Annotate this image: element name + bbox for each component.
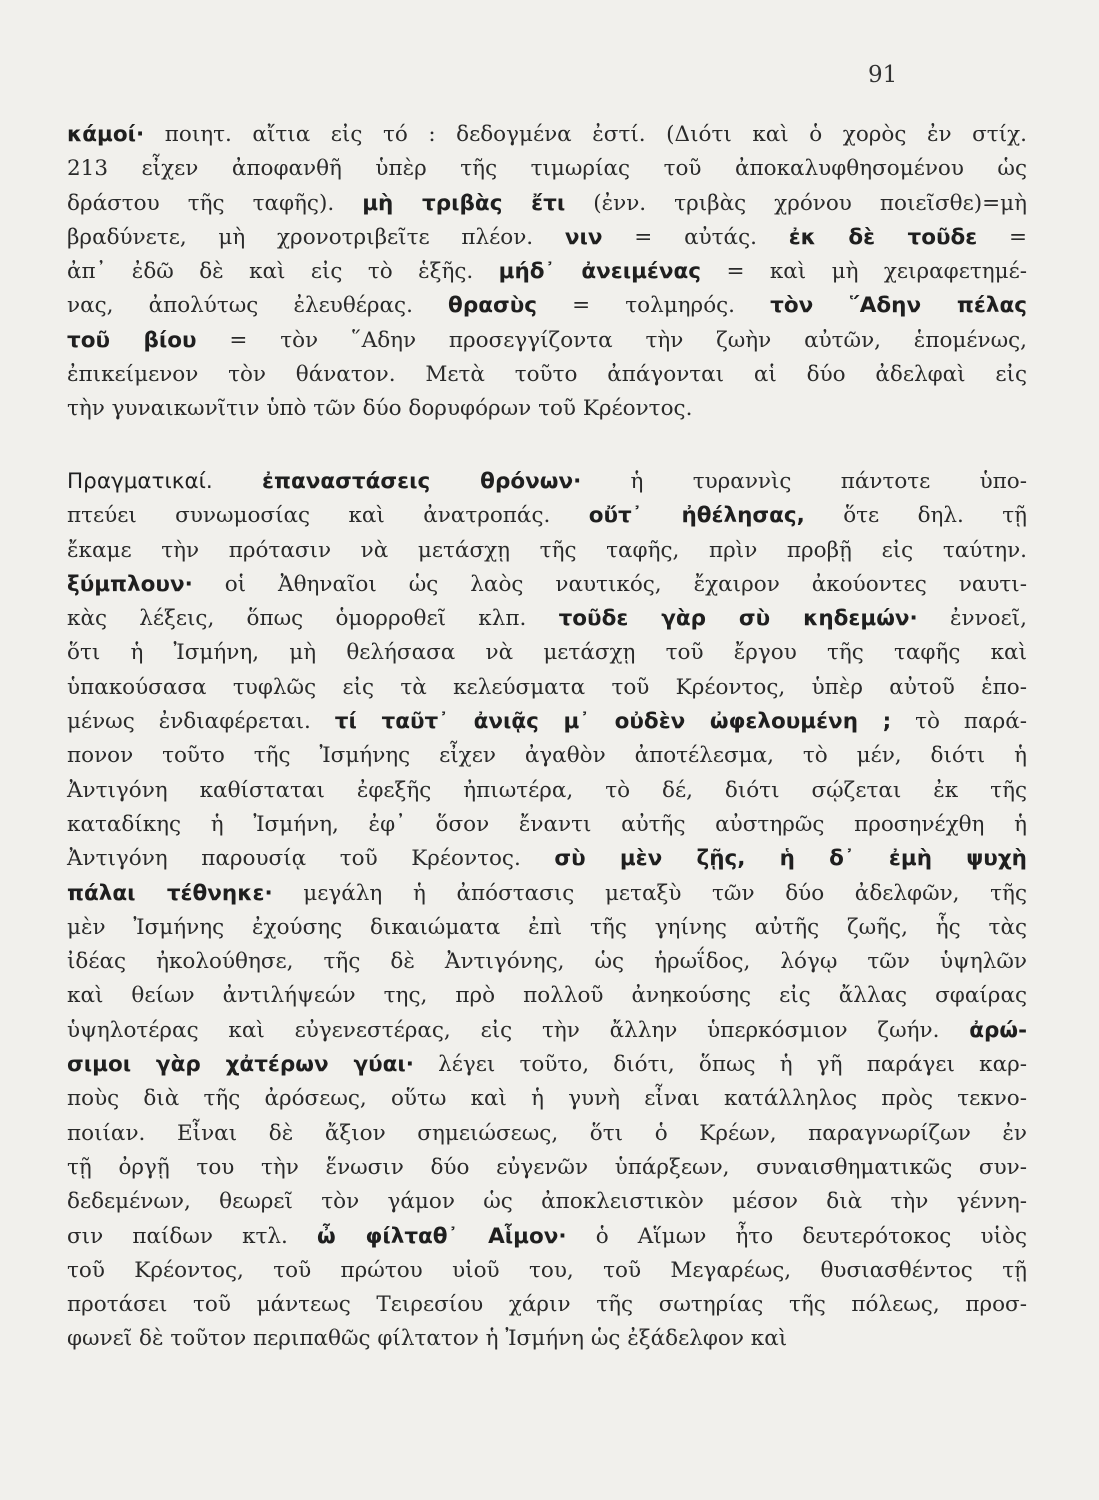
commentary-paragraph-2 bbox=[67, 465, 1027, 1357]
text-line bbox=[67, 152, 1027, 186]
line-text: σιν παίδων κτλ. bbox=[67, 1223, 318, 1249]
text-line bbox=[67, 392, 1027, 426]
line-text: φωνεῖ δὲ τοῦτον περιπαθῶς φίλτατον ἡ Ἰσμήνη ὡς ἐξάδελφον καὶ bbox=[67, 1326, 788, 1352]
text-line bbox=[67, 1185, 1027, 1219]
text-line bbox=[67, 568, 1027, 602]
lemma-phrase: τοῦ βίου bbox=[67, 327, 197, 353]
lemma-phrase: ὦ φίλταθ᾽ Αἷμον· bbox=[317, 1223, 567, 1249]
text-line bbox=[67, 1220, 1027, 1254]
line-text: ὅτι ἡ Ἰσμήνη, μὴ θελήσασα νὰ μετάσχῃ τοῦ ἔργου τῆς ταφῆς καὶ bbox=[67, 640, 1027, 666]
line-text: λέγει τοῦτο, διότι, ὅπως ἡ γῆ παράγει καρ- bbox=[413, 1052, 1027, 1078]
line-text: ἐπικείμενον τὸν θάνατον. Μετὰ τοῦτο ἀπάγονται αἱ δύο ἀδελφαὶ εἰς bbox=[67, 362, 1027, 388]
line-text: δεδεμένων, θεωρεῖ τὸν γάμον ὡς ἀποκλειστικὸν μέσον διὰ τὴν γέννη- bbox=[67, 1189, 1027, 1215]
text-line bbox=[67, 705, 1027, 739]
text-line bbox=[67, 774, 1027, 808]
text-line bbox=[67, 602, 1027, 636]
line-text: = bbox=[977, 224, 1027, 250]
line-text: = τολμηρός. bbox=[537, 293, 771, 319]
line-text: ποιητ. αἴτια εἰς τό : δεδογμένα ἐστί. (Διότι καὶ ὁ χορὸς ἐν στίχ. bbox=[144, 122, 1027, 147]
lemma-phrase: ἐκ δὲ τοῦδε bbox=[788, 224, 978, 250]
line-text: τοῦ Κρέοντος, τοῦ πρώτου υἱοῦ του, τοῦ Μεγαρέως, θυσιασθέντος τῇ bbox=[67, 1257, 1027, 1283]
line-text: Ἀντιγόνη καθίσταται ἐφεξῆς ἠπιωτέρα, τὸ δέ, διότι σῴζεται ἐκ τῆς bbox=[67, 777, 1027, 803]
line-text: μένως ἐνδιαφέρεται. bbox=[67, 709, 335, 735]
text-line bbox=[67, 534, 1027, 568]
lemma-phrase: τὸν ῞Αδην πέλας bbox=[770, 293, 1027, 319]
text-line bbox=[67, 877, 1027, 911]
text-line bbox=[67, 1082, 1027, 1116]
line-text: μὲν Ἰσμήνης ἐχούσης δικαιώματα ἐπὶ τῆς γηίνης αὐτῆς ζωῆς, ἧς τὰς bbox=[67, 914, 1027, 940]
line-text: προτάσει τοῦ μάντεως Τειρεσίου χάριν τῆς σωτηρίας τῆς πόλεως, προσ- bbox=[67, 1292, 1027, 1318]
line-text: ἀπ᾽ ἐδῶ δὲ καὶ εἰς τὸ ἑξῆς. bbox=[67, 259, 499, 285]
lemma-phrase: θρασὺς bbox=[448, 293, 537, 319]
text-line bbox=[67, 1254, 1027, 1288]
line-text: ἐννοεῖ, bbox=[917, 606, 1027, 632]
text-line bbox=[67, 979, 1027, 1013]
line-text: Ἀντιγόνη παρουσίᾳ τοῦ Κρέοντος. bbox=[67, 846, 555, 872]
text-line bbox=[67, 1048, 1027, 1082]
text-line bbox=[67, 358, 1027, 392]
lemma-phrase: ἐπαναστάσεις θρόνων· bbox=[262, 469, 582, 494]
text-line bbox=[67, 739, 1027, 773]
line-text: 213 εἶχεν ἀποφανθῆ ὑπὲρ τῆς τιμωρίας τοῦ ἀποκαλυφθησομένου ὡς bbox=[67, 156, 1027, 182]
lemma-phrase: μήδ᾽ ἀνειμένας bbox=[498, 259, 702, 285]
text-line bbox=[67, 636, 1027, 670]
text-line bbox=[67, 1322, 1027, 1356]
text-line bbox=[67, 187, 1027, 221]
lemma-phrase: ἀρώ- bbox=[969, 1017, 1027, 1043]
lemma-phrase: σιμοι γὰρ χἀτέρων γύαι· bbox=[67, 1052, 414, 1078]
line-text bbox=[213, 469, 262, 494]
line-text: μεγάλη ἡ ἀπόστασις μεταξὺ τῶν δύο ἀδελφῶν, τῆς bbox=[272, 880, 1027, 906]
line-text: = αὐτάς. bbox=[602, 224, 789, 250]
lemma-phrase: οὔτ᾽ ἠθέλησας, bbox=[588, 503, 805, 529]
line-text: καταδίκης ἡ Ἰσμήνη, ἐφ᾽ ὅσον ἔναντι αὐτῆς αὐστηρῶς προσηνέχθη ἡ bbox=[67, 811, 1027, 837]
line-text: ποὺς διὰ τῆς ἀρόσεως, οὕτω καὶ ἡ γυνὴ εἶναι κατάλληλος πρὸς τεκνο- bbox=[67, 1086, 1027, 1112]
text-line bbox=[67, 499, 1027, 533]
line-text: δράστου τῆς ταφῆς). bbox=[67, 190, 363, 216]
line-text: βραδύνετε, μὴ χρονοτριβεῖτε πλέον. bbox=[67, 224, 565, 250]
line-text: ποιίαν. Εἶναι δὲ ἄξιον σημειώσεως, ὅτι ὁ Κρέων, παραγνωρίζων ἐν bbox=[67, 1120, 1027, 1146]
text-line bbox=[67, 671, 1027, 705]
lemma-phrase: μὴ τριβὰς ἔτι bbox=[362, 190, 566, 216]
text-line bbox=[67, 289, 1027, 323]
line-text: ἰδέας ἠκολούθησε, τῆς δὲ Ἀντιγόνης, ὡς ἡρωΐδος, λόγῳ τῶν ὑψηλῶν bbox=[67, 949, 1027, 975]
text-line bbox=[67, 842, 1027, 876]
lemma-phrase: νιν bbox=[564, 224, 603, 250]
text-line bbox=[67, 945, 1027, 979]
line-text: τῇ ὀργῇ του τὴν ἕνωσιν δύο εὐγενῶν ὑπάρξεων, συναισθηματικῶς συν- bbox=[67, 1154, 1027, 1180]
lemma-phrase: ξύμπλουν· bbox=[67, 571, 193, 597]
text-line bbox=[67, 221, 1027, 255]
lemma-phrase: σὺ μὲν ζῇς, ἡ δ᾽ ἐμὴ ψυχὴ bbox=[554, 846, 1027, 872]
text-line bbox=[67, 118, 1027, 152]
line-text: ὑπακούσασα τυφλῶς εἰς τὰ κελεύσματα τοῦ Κρέοντος, ὑπὲρ αὐτοῦ ἑπο- bbox=[67, 674, 1027, 700]
line-text: καὶ θείων ἀντιλήψεών της, πρὸ πολλοῦ ἀνηκούσης εἰς ἄλλας σφαίρας bbox=[67, 983, 1027, 1009]
page-number: 91 bbox=[868, 62, 898, 88]
lemma-phrase: κάμοί· bbox=[67, 122, 145, 147]
lemma-phrase: πάλαι τέθνηκε· bbox=[67, 880, 273, 906]
line-text: οἱ Ἀθηναῖοι ὡς λαὸς ναυτικός, ἔχαιρον ἀκούοντες ναυτι- bbox=[192, 571, 1027, 597]
line-text: τὸ παρά- bbox=[891, 709, 1027, 735]
line-text: κὰς λέξεις, ὅπως ὁμορροθεῖ κλπ. bbox=[67, 606, 559, 632]
line-text: πονον τοῦτο τῆς Ἰσμήνης εἶχεν ἀγαθὸν ἀποτέλεσμα, τὸ μέν, διότι ἡ bbox=[67, 743, 1027, 769]
lemma-phrase: τοῦδε γὰρ σὺ κηδεμών· bbox=[558, 606, 918, 632]
text-line bbox=[67, 911, 1027, 945]
line-text: νας, ἀπολύτως ἐλευθέρας. bbox=[67, 293, 449, 319]
text-line bbox=[67, 808, 1027, 842]
lemma-phrase: τί ταῦτ᾽ ἀνιᾷς μ᾽ οὐδὲν ὠφελουμένη ; bbox=[334, 709, 892, 735]
line-text: ἔκαμε τὴν πρότασιν νὰ μετάσχῃ τῆς ταφῆς, πρὶν προβῇ εἰς ταύτην. bbox=[67, 537, 1027, 563]
line-text: (ἐνν. τριβὰς χρόνου ποιεῖσθε)=μὴ bbox=[565, 190, 1027, 216]
commentary-paragraph-1 bbox=[67, 118, 1027, 427]
line-text: = καὶ μὴ χειραφετημέ- bbox=[701, 259, 1027, 285]
text-line bbox=[67, 465, 1027, 499]
line-text: ὁ Αἵμων ἦτο δευτερότοκος υἱὸς bbox=[566, 1223, 1027, 1249]
line-text: τὴν γυναικωνῖτιν ὑπὸ τῶν δύο δορυφόρων τοῦ Κρέοντος. bbox=[67, 396, 693, 422]
text-line bbox=[67, 1151, 1027, 1185]
lemma-phrase: Πραγματικαί. bbox=[67, 469, 213, 494]
text-line bbox=[67, 1288, 1027, 1322]
line-text: ὅτε δηλ. τῇ bbox=[804, 503, 1027, 529]
text-line bbox=[67, 1014, 1027, 1048]
text-line bbox=[67, 255, 1027, 289]
line-text: πτεύει συνωμοσίας καὶ ἀνατροπάς. bbox=[67, 503, 589, 529]
text-line bbox=[67, 324, 1027, 358]
line-text: ἡ τυραννὶς πάντοτε ὑπο- bbox=[581, 469, 1027, 494]
text-line bbox=[67, 1117, 1027, 1151]
line-text: ὑψηλοτέρας καὶ εὐγενεστέρας, εἰς τὴν ἄλλην ὑπερκόσμιον ζωήν. bbox=[67, 1017, 970, 1043]
line-text: = τὸν ῞Αδην προσεγγίζοντα τὴν ζωὴν αὐτῶν, ἑπομένως, bbox=[196, 327, 1028, 353]
